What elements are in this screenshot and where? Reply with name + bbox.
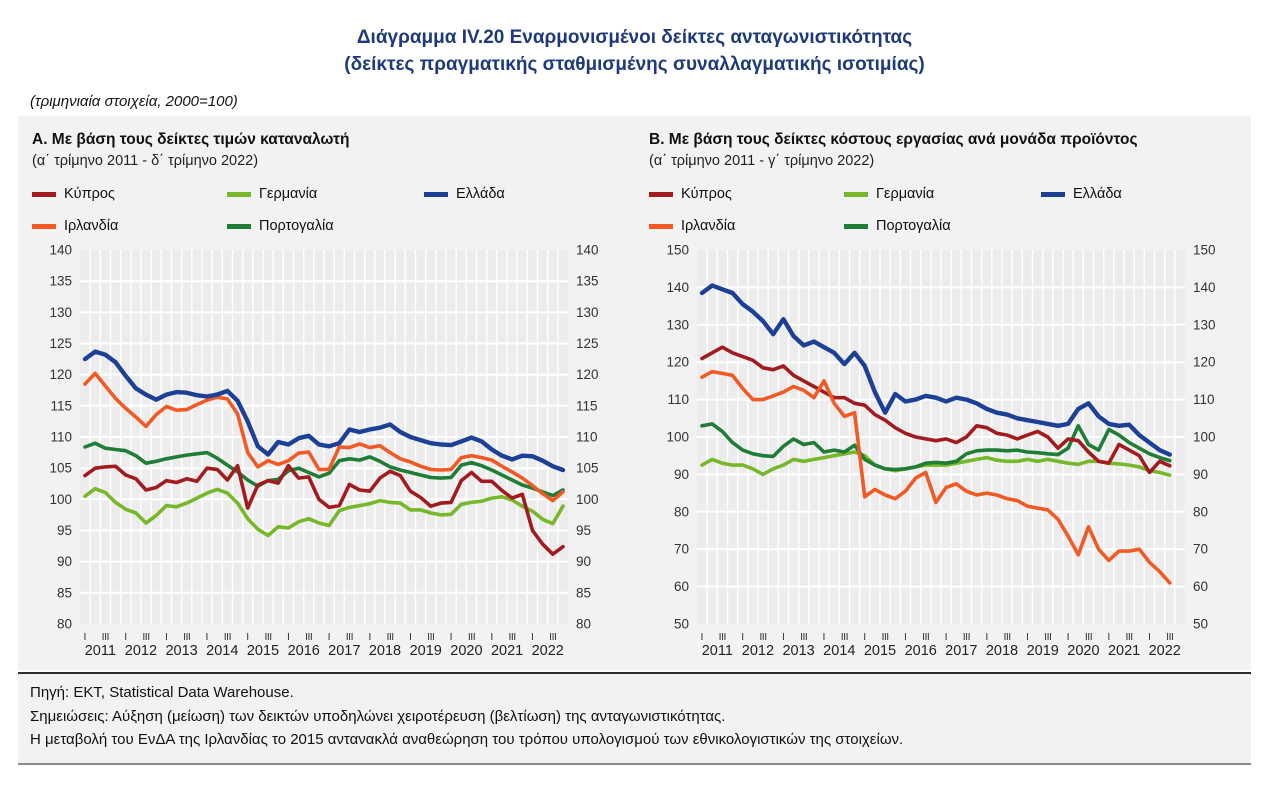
svg-text:105: 105 [576,460,599,476]
svg-text:2018: 2018 [985,643,1019,659]
svg-text:130: 130 [1193,317,1216,333]
svg-text:2017: 2017 [945,643,978,659]
legend-swatch-kypros [32,192,56,197]
figure-frequency-note: (τριμηνιαία στοιχεία, 2000=100) [30,93,238,110]
legend-swatch-ellada [424,192,448,197]
legend-label-kypros: Κύπρος [681,186,732,202]
svg-text:130: 130 [49,304,72,320]
svg-text:50: 50 [1193,616,1209,632]
svg-text:90: 90 [673,466,689,482]
svg-text:2012: 2012 [124,643,158,659]
svg-text:115: 115 [50,398,72,414]
svg-text:III: III [840,631,849,643]
svg-text:130: 130 [666,317,689,333]
legend-item-ellada [1041,186,1214,202]
svg-text:2015: 2015 [246,643,280,659]
svg-text:2016: 2016 [904,643,937,659]
legend-swatch-germania [844,192,868,197]
svg-text:2016: 2016 [287,643,320,659]
svg-text:140: 140 [576,242,599,258]
svg-text:I: I [124,631,128,643]
svg-text:I: I [83,631,87,643]
svg-text:III: III [386,631,394,643]
svg-text:95: 95 [56,523,72,538]
svg-text:2011: 2011 [701,643,733,659]
legend-label-portogalia: Πορτογαλία [259,218,334,234]
chart-card-b [649,126,1249,666]
source-line: Πηγή: ΕΚΤ, Statistical Data Warehouse. [30,684,294,701]
svg-text:I: I [246,631,250,643]
svg-text:110: 110 [667,392,689,408]
svg-text:150: 150 [1193,242,1216,258]
legend-label-ellada: Ελλάδα [456,186,505,202]
svg-text:I: I [205,631,209,643]
svg-text:III: III [1084,631,1093,643]
svg-text:III: III [962,631,971,643]
svg-text:2021: 2021 [1107,643,1141,659]
svg-text:I: I [327,631,331,643]
svg-text:2018: 2018 [368,643,402,659]
chart-b-svg [649,242,1249,666]
legend-item-irlandia [32,218,227,234]
svg-text:I: I [944,631,948,643]
note-line-1: Σημειώσεις: Αύξηση (μείωση) των δεικτών υποδηλώνει χειροτέρευση (βελτίωση) της ανταγωνιστικότητας. [30,707,726,725]
legend-item-germania [844,186,1041,202]
svg-text:2020: 2020 [450,643,483,659]
chart-b-legend [649,186,1214,234]
svg-text:III: III [305,631,313,643]
note-line-2: Η μεταβολή του ΕνΔΑ της Ιρλανδίας το 2015 αντανακλά αναθεώρηση του τρόπου υπολογισμού των εθνικολογιστικών της στοιχείων. [30,731,904,748]
svg-text:120: 120 [666,354,689,370]
svg-text:100: 100 [666,429,689,445]
svg-text:100: 100 [1193,429,1216,445]
svg-text:III: III [183,631,191,643]
svg-text:III: III [142,631,150,643]
svg-text:III: III [922,631,930,643]
chart-b-title: Β. Με βάση τους δείκτες κόστους εργασίας ανά μονάδα προϊόντος [649,131,1138,148]
svg-text:130: 130 [576,304,599,320]
svg-text:2022: 2022 [1148,643,1181,659]
legend-label-germania: Γερμανία [876,186,935,202]
svg-text:120: 120 [576,367,599,383]
svg-text:III: III [101,631,109,643]
svg-text:2011: 2011 [84,643,116,659]
legend-swatch-ellada [1041,192,1065,197]
legend-label-kypros: Κύπρος [64,186,115,202]
svg-text:I: I [985,631,989,643]
svg-text:115: 115 [576,398,598,414]
legend-swatch-portogalia [227,224,251,229]
legend-item-kypros [649,186,844,202]
svg-text:2013: 2013 [165,643,198,659]
svg-text:60: 60 [1193,579,1209,595]
svg-text:III: III [223,631,232,643]
svg-text:I: I [1066,631,1070,643]
legend-swatch-irlandia [32,224,56,229]
svg-text:I: I [1148,631,1151,643]
legend-item-portogalia [227,218,424,234]
svg-text:110: 110 [50,429,72,445]
svg-text:150: 150 [666,242,689,258]
svg-text:2015: 2015 [863,643,897,659]
svg-text:III: III [1044,631,1052,643]
svg-text:120: 120 [1193,354,1216,370]
legend-item-germania [227,186,424,202]
legend-label-irlandia: Ιρλανδία [681,218,736,234]
svg-text:110: 110 [1193,392,1215,408]
svg-text:70: 70 [673,541,689,557]
page-title [0,24,1269,78]
svg-text:III: III [467,631,476,643]
svg-text:140: 140 [1193,279,1216,295]
svg-text:80: 80 [576,616,592,632]
legend-swatch-germania [227,192,251,197]
svg-text:120: 120 [49,367,72,383]
svg-text:III: III [549,631,557,643]
legend-label-germania: Γερμανία [259,186,318,202]
svg-text:III: III [508,631,516,643]
svg-text:80: 80 [673,504,689,520]
page-title-line2: (δείκτες πραγματικής σταθμισμένης συναλλαγματικής ισοτιμίας) [344,54,925,75]
svg-text:2022: 2022 [531,643,564,659]
svg-text:135: 135 [576,273,599,289]
svg-text:100: 100 [49,491,72,507]
chart-card-a [32,126,632,666]
chart-b-period: (α΄ τρίμηνο 2011 - γ΄ τρίμηνο 2022) [649,153,875,169]
svg-text:80: 80 [56,616,72,632]
svg-text:I: I [822,631,826,643]
svg-text:2014: 2014 [823,643,856,659]
svg-text:90: 90 [56,554,72,570]
svg-text:125: 125 [49,336,72,351]
svg-text:I: I [741,631,745,643]
svg-text:90: 90 [576,554,592,570]
svg-text:50: 50 [673,616,689,632]
legend-label-irlandia: Ιρλανδία [64,218,119,234]
svg-text:125: 125 [576,336,599,351]
svg-text:I: I [368,631,372,643]
svg-text:I: I [449,631,453,643]
legend-label-portogalia: Πορτογαλία [876,218,951,234]
svg-text:I: I [863,631,867,643]
svg-text:95: 95 [576,523,592,538]
svg-text:I: I [408,631,412,643]
svg-text:I: I [531,631,534,643]
svg-text:I: I [490,631,494,643]
svg-text:I: I [1025,631,1029,643]
svg-text:III: III [759,631,767,643]
svg-text:I: I [903,631,907,643]
svg-text:105: 105 [49,460,72,476]
svg-text:140: 140 [49,242,72,258]
svg-text:I: I [286,631,290,643]
footnotes [18,672,1251,765]
svg-text:I: I [1107,631,1111,643]
svg-text:135: 135 [49,273,72,289]
svg-text:90: 90 [1193,466,1209,482]
svg-text:I: I [700,631,704,643]
chart-a-legend [32,186,597,234]
svg-text:III: III [718,631,726,643]
svg-text:III: III [345,631,354,643]
svg-text:III: III [427,631,435,643]
svg-text:110: 110 [576,429,598,445]
legend-item-irlandia [649,218,844,234]
svg-text:85: 85 [576,585,592,601]
legend-item-ellada [424,186,597,202]
x-axis [701,631,1181,659]
svg-text:2021: 2021 [490,643,524,659]
svg-text:100: 100 [576,491,599,507]
chart-a-title: Α. Με βάση τους δείκτες τιμών καταναλωτή [32,131,350,148]
svg-text:80: 80 [1193,504,1209,520]
legend-item-kypros [32,186,227,202]
legend-swatch-kypros [649,192,673,197]
charts-panel [18,116,1251,670]
svg-text:III: III [1166,631,1174,643]
svg-text:2020: 2020 [1067,643,1100,659]
svg-text:III: III [1003,631,1011,643]
svg-text:70: 70 [1193,541,1209,557]
svg-text:85: 85 [56,585,72,601]
legend-item-portogalia [844,218,1041,234]
svg-text:III: III [881,631,889,643]
svg-text:2012: 2012 [741,643,775,659]
svg-text:140: 140 [666,279,689,295]
svg-text:III: III [264,631,272,643]
svg-text:2014: 2014 [206,643,239,659]
svg-text:I: I [164,631,168,643]
svg-text:III: III [800,631,808,643]
x-axis [84,631,564,659]
svg-text:I: I [781,631,785,643]
svg-text:60: 60 [673,579,689,595]
legend-swatch-portogalia [844,224,868,229]
svg-text:2013: 2013 [782,643,815,659]
chart-a-period: (α΄ τρίμηνο 2011 - δ΄ τρίμηνο 2022) [32,153,259,169]
svg-text:III: III [1125,631,1133,643]
legend-swatch-irlandia [649,224,673,229]
page-title-line1: Διάγραμμα IV.20 Εναρμονισμένοι δείκτες ανταγωνιστικότητας [356,27,913,48]
chart-a-svg [32,242,632,666]
legend-label-ellada: Ελλάδα [1073,186,1122,202]
svg-text:2019: 2019 [409,643,442,659]
svg-text:2019: 2019 [1026,643,1059,659]
svg-text:2017: 2017 [328,643,361,659]
